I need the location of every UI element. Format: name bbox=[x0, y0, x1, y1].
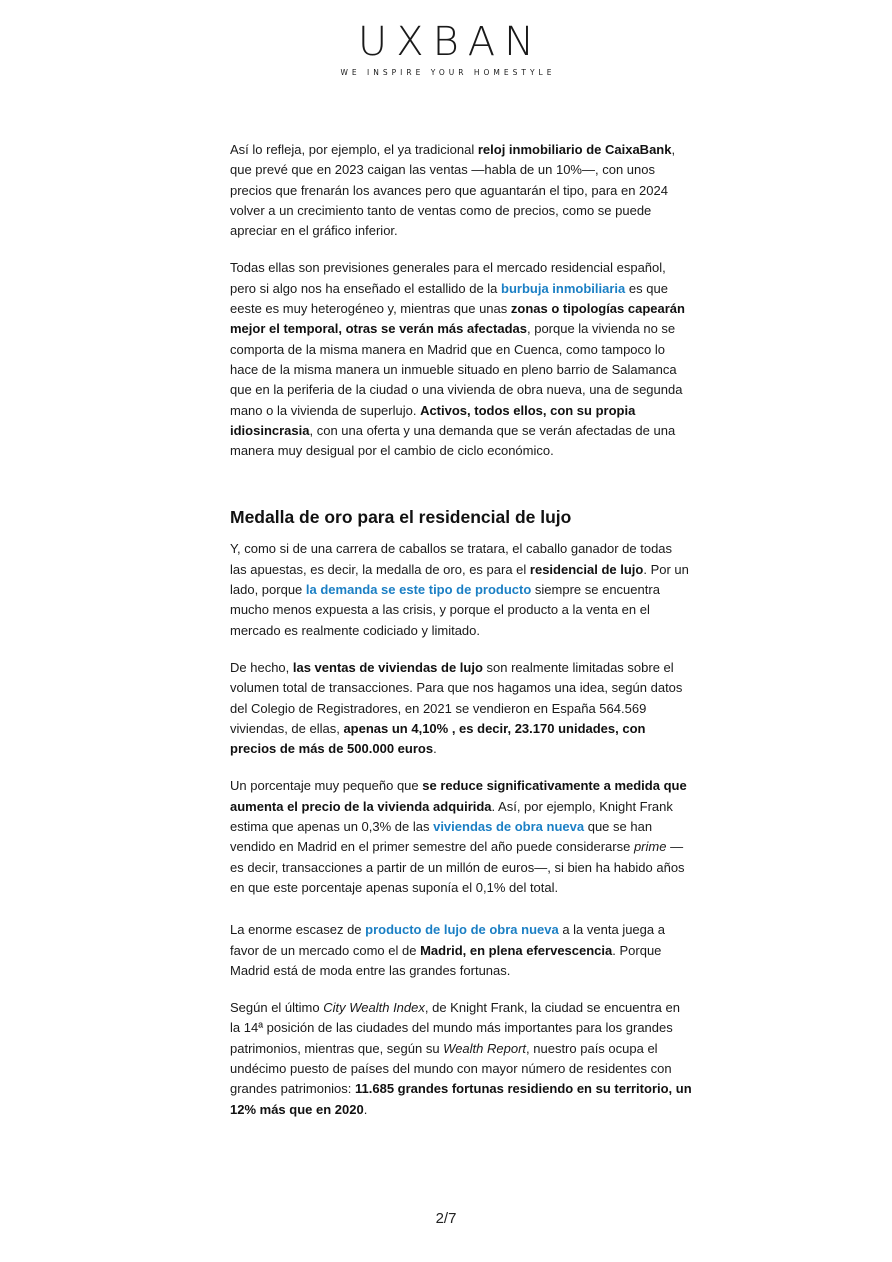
text: son realmente limitadas sobre el volumen total de transacciones. Para que nos hagamos una idea, según datos del Colegio de Registradores, en 2021 se vendieron en España 564.569 viviendas, de ellas, bbox=[230, 659, 683, 736]
brand-logo bbox=[0, 19, 892, 77]
paragraph-medalla bbox=[230, 539, 692, 640]
bold-text: Madrid, en plena efervescencia bbox=[420, 942, 613, 958]
text: . bbox=[433, 741, 437, 757]
paragraph-caixabank bbox=[230, 140, 692, 241]
text: Según el último bbox=[230, 1000, 324, 1016]
text: es que eeste es muy heterogéneo y, mientras que unas bbox=[230, 280, 668, 317]
text: siempre se encuentra mucho menos expuesta a las crisis, y porque el producto a la venta en el mercado es realmente codiciado y limitado. bbox=[230, 582, 660, 638]
link-burbuja-inmobiliaria[interactable]: burbuja inmobiliaria bbox=[501, 280, 626, 296]
text: , que prevé que en 2023 caigan las ventas —habla de un 10%—, con unos precios que frenarán los avances pero que aguantarán el tipo, para en 2024 volver a un crecimiento tanto de ventas como de precios, como se puede apreciar en el gráfico inferior. bbox=[230, 142, 676, 239]
italic-text: City Wealth Index bbox=[323, 1000, 425, 1016]
section-heading: Medalla de oro para el residencial de lujo bbox=[230, 507, 572, 528]
page-number: 2/7 bbox=[435, 1210, 457, 1227]
text: que se han vendido en Madrid en el primer semestre del año puede considerarse bbox=[230, 819, 653, 855]
logo-wordmark: UXBAN bbox=[357, 19, 544, 65]
article-body bbox=[230, 140, 692, 1120]
bold-text: se reduce significativamente a medida que aumenta el precio de la vivienda adquirida bbox=[230, 778, 687, 814]
paragraph-wealth-index bbox=[230, 998, 692, 1120]
paragraph-escasez bbox=[230, 920, 692, 981]
link-demanda-producto[interactable]: la demanda se este tipo de producto bbox=[305, 582, 532, 598]
text: , porque la vivienda no se comporta de la misma manera en Madrid que en Cuenca, como tampoco lo hace de la misma manera un inmueble situado en pleno barrio de Salamanca que en la periferia de la ciudad o una vivienda de obra nueva, una de segunda mano o la vivienda de superlujo. bbox=[230, 321, 683, 418]
text: , de Knight Frank, la ciudad se encuentra en la 14ª posición de las ciudades del mundo más importantes para los grandes patrimonios, mientras que, según su bbox=[230, 1000, 680, 1056]
italic-text: prime bbox=[633, 839, 667, 855]
text: Todas ellas son previsiones generales para el mercado residencial español, pero si algo nos ha enseñado el estallido de la bbox=[230, 260, 666, 296]
bold-text: zonas o tipologías capearán mejor el temporal, otras se verán más afectadas bbox=[230, 301, 685, 337]
bold-text: residencial de lujo bbox=[529, 561, 644, 577]
italic-text: Wealth Report bbox=[443, 1040, 527, 1056]
text: Así lo refleja, por ejemplo, el ya tradicional bbox=[230, 142, 478, 157]
text: , nuestro país ocupa el undécimo puesto de países del mundo con mayor número de residentes con grandes patrimonios: bbox=[230, 1040, 672, 1097]
text: . Porque Madrid está de moda entre las grandes fortunas. bbox=[230, 942, 662, 978]
paragraph-porcentaje bbox=[230, 776, 692, 898]
bold-text: las ventas de viviendas de lujo bbox=[292, 659, 483, 675]
text: La enorme escasez de bbox=[230, 922, 366, 938]
text: Un porcentaje muy pequeño que bbox=[230, 778, 423, 794]
bold-text: apenas un 4,10% , es decir, 23.170 unidades, con precios de más de 500.000 euros bbox=[230, 720, 646, 757]
paragraph-ventas-lujo bbox=[230, 658, 692, 759]
paragraph-previsiones bbox=[230, 258, 692, 461]
text: —es decir, transacciones a partir de un millón de euros—, si bien ha habido años en que este porcentaje apenas suponía el 0,1% del total. bbox=[230, 839, 685, 895]
bold-text: 11.685 grandes fortunas residiendo en su territorio, un 12% más que en 2020 bbox=[230, 1081, 692, 1117]
bold-text: reloj inmobiliario de CaixaBank bbox=[477, 142, 672, 157]
link-producto-lujo-obra-nueva[interactable]: producto de lujo de obra nueva bbox=[365, 922, 559, 938]
text: . bbox=[363, 1101, 368, 1117]
text: . Así, por ejemplo, Knight Frank estima que apenas un 0,3% de las bbox=[230, 798, 673, 835]
link-viviendas-obra-nueva[interactable]: viviendas de obra nueva bbox=[433, 819, 585, 835]
text: , con una oferta y una demanda que se verán afectadas de una manera muy desigual por el cambio de ciclo económico. bbox=[230, 422, 676, 459]
text: . Por un lado, porque bbox=[230, 561, 689, 598]
text: De hecho, bbox=[230, 659, 293, 675]
text: Y, como si de una carrera de caballos se tratara, el caballo ganador de todas las apuestas, es decir, la medalla de oro, es para el bbox=[230, 541, 673, 577]
bold-text: Activos, todos ellos, con su propia idiosincrasia bbox=[230, 402, 636, 438]
text: a la venta juega a favor de un mercado como el de bbox=[230, 922, 665, 958]
logo-tagline: WE INSPIRE YOUR HOMESTYLE bbox=[340, 68, 556, 77]
